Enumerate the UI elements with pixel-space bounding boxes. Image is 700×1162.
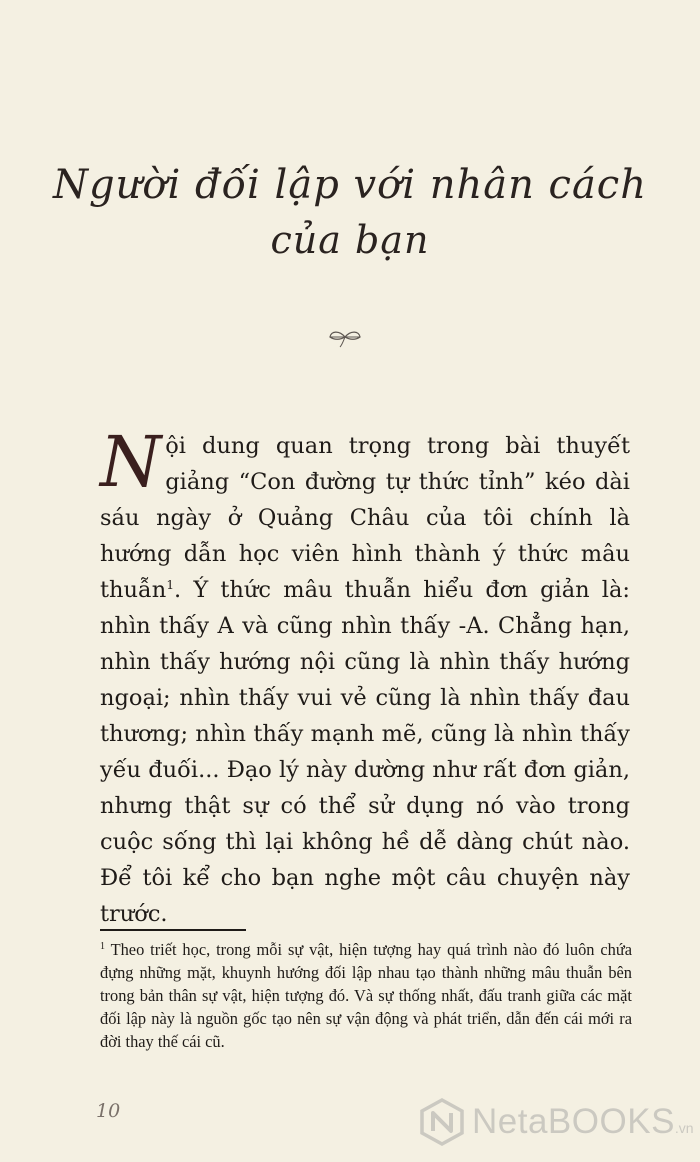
leaf-ornament-icon: [328, 326, 362, 348]
footnote-marker: 1: [100, 941, 105, 952]
paragraph-text-continued: . Ý thức mâu thuẫn hiểu đơn giản là: nhìn thấy A và cũng nhìn thấy -A. Chẳng hạn, nhìn thấy hướng nội cũng là nhìn thấy hướng ngoại; nhìn thấy vui vẻ cũng là nhìn thấy đau thương; nhìn thấy mạnh mẽ, cũng là nhìn thấy yếu đuối... Đạo lý này dường như rất đơn giản, nhưng thật sự có thể sử dụng nó vào trong cuộc sống thì lại không hề dễ dàng chút nào. Để tôi kể cho bạn nghe một câu chuyện này trước.: [100, 577, 630, 927]
chapter-title-line-1: Người đối lập với nhân cách: [53, 162, 647, 208]
paragraph-text: ội dung quan trọng trong bài thuyết giảng “Con đường tự thức tỉnh” kéo dài sáu ngày ở Quảng Châu của tôi chính là hướng dẫn học viên hình thành ý thức mâu thuẫn: [100, 433, 630, 603]
footnote: [100, 938, 632, 1053]
watermark-suffix: .vn: [674, 1120, 694, 1136]
page-number: 10: [96, 1100, 121, 1122]
footnote-text: Theo triết học, trong mỗi sự vật, hiện tượng hay quá trình nào đó luôn chứa đựng những mặt, khuynh hướng đối lập nhau tạo thành những mâu thuẫn bên trong bản thân sự vật, hiện tượng đó. Và sự thống nhất, đấu tranh giữa các mặt đối lập này là nguồn gốc tạo nên sự vận động và phát triển, dẫn đến cái mới ra đời thay thế cái cũ.: [100, 940, 632, 1051]
watermark-brand: NetaBOOKS: [472, 1102, 675, 1141]
netabooks-watermark: [418, 1096, 694, 1148]
chapter-title-line-2: của bạn: [270, 218, 430, 262]
footnote-reference: 1: [166, 578, 174, 592]
main-paragraph: [100, 421, 630, 932]
footnote-divider: [100, 929, 246, 931]
netabooks-logo-icon: [418, 1098, 466, 1146]
drop-cap: N: [100, 421, 162, 503]
